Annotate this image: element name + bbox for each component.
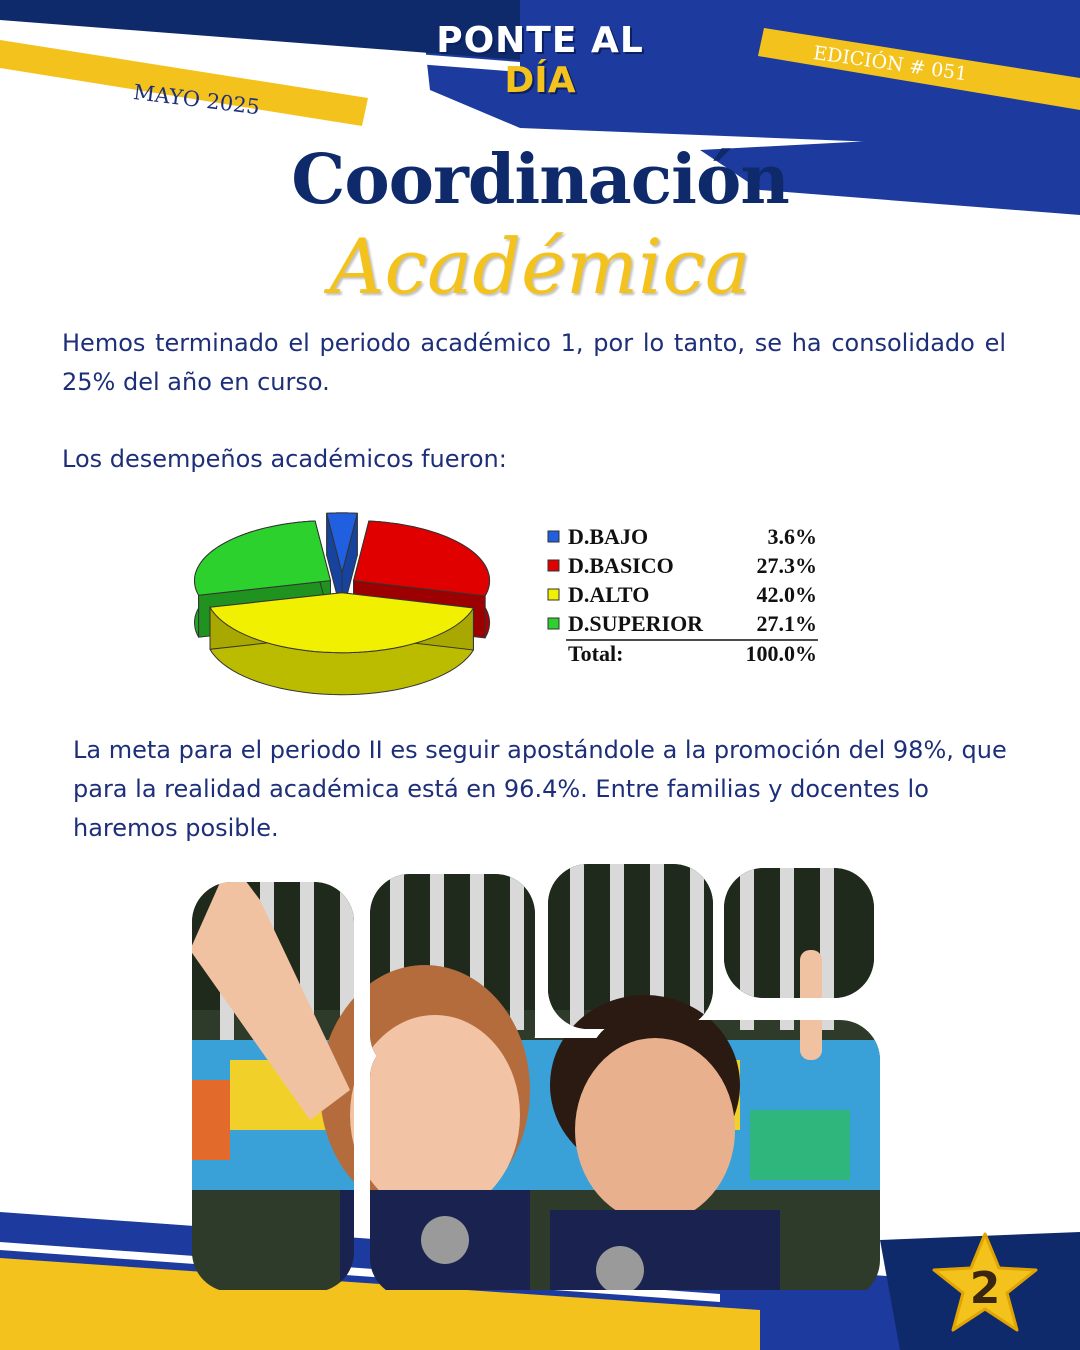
intro-paragraph: Hemos terminado el periodo académico 1, por lo tanto, se ha consolidado el 25% del año en curso. xyxy=(62,329,1006,396)
legend-value: 3.6% xyxy=(767,524,817,549)
legend-label: D.ALTO xyxy=(568,582,650,607)
performance-pie-chart xyxy=(180,500,840,710)
legend-value: 42.0% xyxy=(756,582,817,607)
legend-swatch xyxy=(548,618,559,629)
edition-number: EDICIÓN # 051 xyxy=(811,42,969,86)
children-photo xyxy=(190,860,890,1290)
results-intro: Los desempeños académicos fueron: xyxy=(62,445,507,473)
issue-date: MAYO 2025 xyxy=(132,80,262,120)
legend-total-value: 100.0% xyxy=(745,641,817,666)
legend-value: 27.3% xyxy=(756,553,817,578)
legend-label: D.BASICO xyxy=(568,553,674,578)
legend-label: D.SUPERIOR xyxy=(568,611,704,636)
legend-swatch xyxy=(548,589,559,600)
masthead-line-2: DÍA xyxy=(504,60,576,101)
legend-total-label: Total: xyxy=(568,641,624,666)
page-number-badge xyxy=(930,1230,1040,1340)
pie-slice-d-alto xyxy=(210,593,473,695)
legend-label: D.BAJO xyxy=(568,524,649,549)
legend-swatch xyxy=(548,560,559,571)
masthead-line-1: PONTE AL xyxy=(436,20,644,61)
goal-paragraph: La meta para el periodo II es seguir apostándole a la promoción del 98%, que para la realidad académica está en 96.4%. Entre familias y docentes lo haremos posible. xyxy=(73,736,1007,842)
page-number: 2 xyxy=(969,1263,1001,1314)
legend-value: 27.1% xyxy=(756,611,817,636)
page-subtitle: Académica xyxy=(329,222,751,311)
page-title: Coordinación xyxy=(291,140,789,220)
legend-swatch xyxy=(548,531,559,542)
